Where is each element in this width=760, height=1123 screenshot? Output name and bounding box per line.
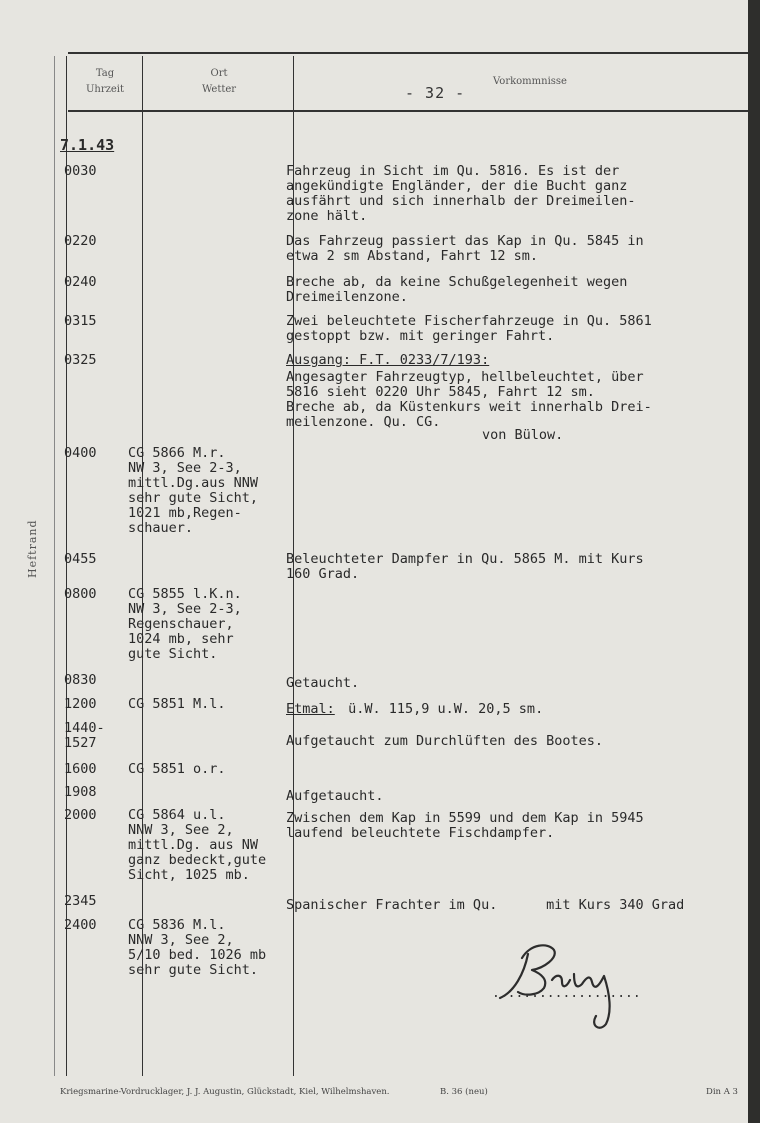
time-1440: 1440- 1527 [64, 720, 105, 751]
event-0240: Breche ab, da keine Schußgelegenheit wegen Dreimeilenzone. [286, 274, 628, 305]
header-bottom-border [68, 110, 748, 112]
signature-line: ................... [492, 986, 641, 1001]
time-0455: 0455 [64, 551, 97, 567]
time-2000: 2000 [64, 807, 97, 823]
location-2000: CG 5864 u.l. NNW 3, See 2, mittl.Dg. aus NW ganz bedeckt,gute Sicht, 1025 mb. [128, 807, 267, 883]
header-uhrzeit: Uhrzeit [85, 84, 125, 95]
time-1908: 1908 [64, 784, 97, 800]
header-col-location [146, 66, 292, 98]
time-0830: 0830 [64, 672, 97, 688]
event-1200-heading: Etmal: [286, 701, 335, 717]
event-1440: Aufgetaucht zum Durchlüften des Bootes. [286, 733, 603, 749]
time-0400: 0400 [64, 445, 97, 461]
event-0315: Zwei beleuchtete Fischerfahrzeuge in Qu. 5861 gestoppt bzw. mit geringer Fahrt. [286, 313, 652, 344]
time-1600: 1600 [64, 761, 97, 777]
time-2345: 2345 [64, 893, 97, 909]
event-0030: Fahrzeug in Sicht im Qu. 5816. Es ist der angekündigte Engländer, der die Bucht ganz ausfährt und sich innerhalb der Dreimeilen- zone hält. [286, 163, 636, 224]
time-0030: 0030 [64, 163, 97, 179]
handwritten-signature [478, 934, 648, 1034]
location-0400: CG 5866 M.r. NW 3, See 2-3, mittl.Dg.aus NNW sehr gute Sicht, 1021 mb,Regen- schauer. [128, 445, 259, 536]
time-0240: 0240 [64, 274, 97, 290]
event-0325-heading: Ausgang: F.T. 0233/7/193: [286, 352, 490, 368]
page-number: - 32 - [405, 84, 466, 102]
header-ort: Ort [210, 68, 228, 79]
location-1600: CG 5851 o.r. [128, 761, 226, 777]
event-1200: ü.W. 115,9 u.W. 20,5 sm. [340, 701, 544, 717]
event-0830: Getaucht. [286, 675, 360, 691]
header-col-time [70, 66, 140, 98]
time-0800: 0800 [64, 586, 97, 602]
footer-format: Din A 3 [706, 1087, 738, 1097]
location-1200: CG 5851 M.l. [128, 696, 226, 712]
footer-form: B. 36 (neu) [440, 1087, 488, 1097]
page-edge-shadow [748, 0, 760, 1123]
event-2000: Zwischen dem Kap in 5599 und dem Kap in 5945 laufend beleuchtete Fischdampfer. [286, 810, 644, 841]
time-0220: 0220 [64, 233, 97, 249]
location-0800: CG 5855 l.K.n. NW 3, See 2-3, Regenschauer, 1024 mb, sehr gute Sicht. [128, 586, 242, 662]
margin-label: Heftrand [26, 519, 39, 578]
event-0455: Beleuchteter Dampfer in Qu. 5865 M. mit Kurs 160 Grad. [286, 551, 644, 582]
header-vorkommnisse: Vorkommnisse [493, 76, 567, 87]
event-0325: Angesagter Fahrzeugtyp, hellbeleuchtet, über 5816 sieht 0220 Uhr 5845, Fahrt 12 sm. Breche ab, da Küstenkurs weit innerhalb Drei- meilenzone. Qu. CG. [286, 369, 652, 430]
left-margin-line [54, 56, 55, 1076]
event-0325-signed: von Bülow. [482, 427, 564, 443]
event-0220: Das Fahrzeug passiert das Kap in Qu. 5845 in etwa 2 sm Abstand, Fahrt 12 sm. [286, 233, 644, 264]
event-1908: Aufgetaucht. [286, 788, 384, 804]
footer-printer: Kriegsmarine-Vordrucklager, J. J. Augustin, Glückstadt, Kiel, Wilhelmshaven. [60, 1087, 390, 1097]
location-2400: CG 5836 M.l. NNW 3, See 2, 5/10 bed. 1026 mb sehr gute Sicht. [128, 917, 267, 978]
event-2345: Spanischer Frachter im Qu. mit Kurs 340 Grad [286, 897, 685, 913]
time-0315: 0315 [64, 313, 97, 329]
entry-date: 7.1.43 [60, 136, 115, 154]
header-tag: Tag [95, 68, 115, 79]
time-2400: 2400 [64, 917, 97, 933]
time-0325: 0325 [64, 352, 97, 368]
top-border [68, 52, 748, 54]
time-1200: 1200 [64, 696, 97, 712]
header-wetter: Wetter [201, 84, 237, 95]
